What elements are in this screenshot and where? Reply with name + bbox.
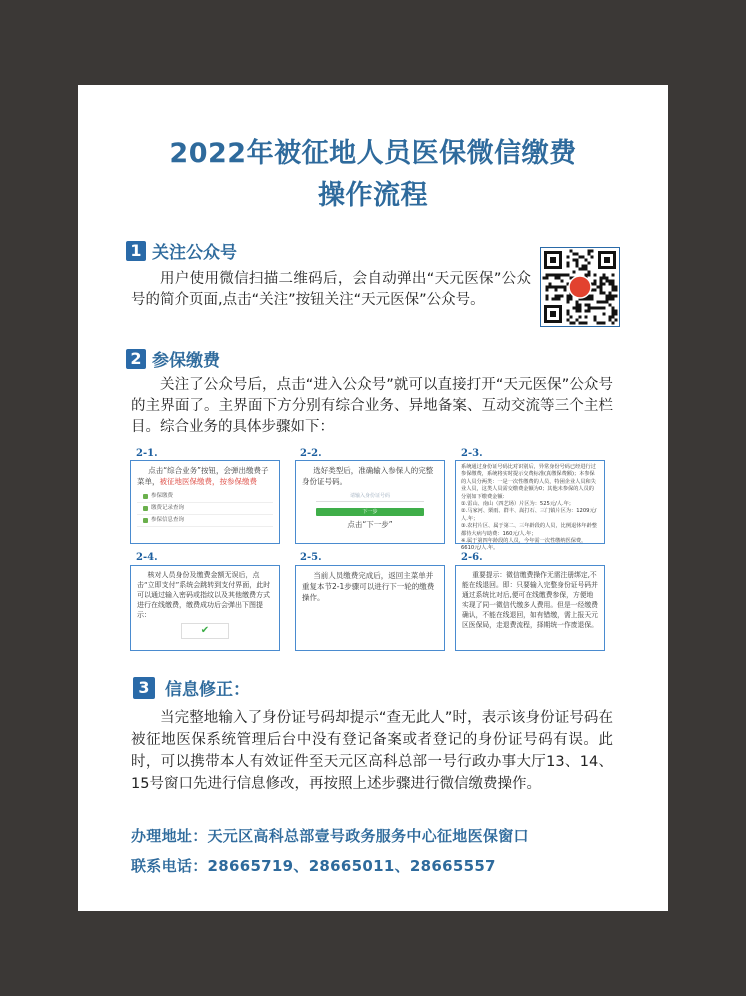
qr-module [561,295,564,298]
step-line: ③.农村片区、属于第二、三年龄段的人员，比例退休年龄整都待大病与助费：160元/人.年； [461,523,597,537]
qr-module [603,307,606,310]
qr-module [612,286,615,289]
qr-module [579,322,582,325]
qr-module [603,274,606,277]
step-line: 系统通过身份证号码比对识别后，异常身份号码已经进行过参保缴费，系统将实时提示交费标准(真缴保费额)；本参保的人员分两类：一是一次性缴费的人员，特困企业人员和失业人员，这类人员需交缴费金额为0；其他未参保的人员的分别如下缴费金额： [461,464,596,500]
qr-module [600,280,603,283]
qr-module [603,283,606,286]
qr-module [546,289,549,292]
qr-module [555,277,558,280]
success-dialog [181,623,229,639]
qr-module [585,322,588,325]
qr-module [594,283,597,286]
qr-module [567,295,570,298]
qr-module [543,277,546,280]
qr-module [558,295,561,298]
section-number-badge: 2 [126,349,146,369]
qr-module [594,289,597,292]
qr-module [606,295,609,298]
qr-module [591,250,594,253]
step-label: 2-5. [300,552,322,563]
qr-module [603,292,606,295]
step-label: 2-2. [300,448,322,459]
section-number-badge: 3 [133,677,155,699]
qr-module [591,295,594,298]
qr-module [567,274,570,277]
step-card-2-2 [295,460,445,544]
qr-module [588,250,591,253]
qr-module [600,277,603,280]
qr-module [579,304,582,307]
qr-module [612,274,615,277]
qr-module [600,289,603,292]
step-label: 2-1. [136,448,158,459]
qr-module [612,295,615,298]
qr-module [555,286,558,289]
qr-module [567,265,570,268]
qr-module [600,301,603,304]
contact-phone: 联系电话：28665719、28665011、28665557 [131,857,496,875]
qr-module [591,256,594,259]
step-text: 当前人员缴费完成后，返回主菜单并重复本节2-1步骤可以进行下一轮的缴费操作。 [302,571,435,602]
qr-module [570,322,573,325]
qr-module [561,280,564,283]
qr-module [603,313,606,316]
qr-module [546,286,549,289]
qr-module [564,286,567,289]
qr-module [615,313,618,316]
section-title: 关注公众号 [152,243,237,263]
qr-module [588,298,591,301]
qr-module [591,298,594,301]
qr-module [585,274,588,277]
qr-module [561,274,564,277]
qr-module [603,277,606,280]
qr-module [594,274,597,277]
qr-module [582,256,585,259]
qr-module [579,268,582,271]
qr-module [609,298,612,301]
qr-module [612,298,615,301]
qr-module [612,322,615,325]
qr-module [585,268,588,271]
step-text-highlight: 被征地医保缴费，按参保缴费 [159,477,257,486]
step-label: 2-6. [461,552,483,563]
qr-module [588,262,591,265]
qr-module [555,298,558,301]
qr-module [600,292,603,295]
qr-module [600,286,603,289]
menu-dot-icon [143,494,148,499]
step-text: 选好类型后，准确输入参保人的完整身份证号码。 [302,466,434,486]
qr-module [588,274,591,277]
qr-code-graphic [541,248,619,326]
qr-module [606,298,609,301]
form-hint: 请输入身份证号码 [316,491,424,502]
step-label: 2-3. [461,448,483,459]
qr-module [594,280,597,283]
menu-item: 缴费记录查询 [137,503,273,515]
qr-module [558,277,561,280]
step-label: 2-4. [136,552,158,563]
qr-module [594,316,597,319]
check-icon: ✔ [200,625,210,636]
qr-module [579,256,582,259]
qr-module [576,265,579,268]
qr-module [549,274,552,277]
qr-module [558,274,561,277]
step-line: ②.马家河、栗雨、群丰、嵩打石、三门镇片区为：1209元/人.年； [461,508,597,522]
qr-module [555,274,558,277]
qr-module [585,304,588,307]
qr-module [585,310,588,313]
qr-module [567,310,570,313]
qr-module [570,298,573,301]
office-address: 办理地址：天元区高科总部壹号政务服务中心征地医保窗口 [131,827,529,845]
qr-module [546,277,549,280]
qr-module [567,262,570,265]
qr-module [615,319,618,322]
step-line: ①.雷山、南山（四艺场）片区为：525元/人.年； [461,501,574,508]
qr-module [585,265,588,268]
qr-module [570,250,573,253]
qr-module [564,274,567,277]
qr-module [585,259,588,262]
qr-module [585,298,588,301]
qr-module [615,295,618,298]
qr-module [612,310,615,313]
qr-module [579,316,582,319]
page-title-line1: 2022年被征地人员医保微信缴费 [169,138,577,169]
qr-module [606,301,609,304]
qr-module [561,286,564,289]
qr-module [567,298,570,301]
step-card-2-6 [455,565,605,651]
section-2-heading [126,346,220,371]
qr-module [558,286,561,289]
qr-module [567,313,570,316]
qr-module [591,307,594,310]
qr-module [552,286,555,289]
qr-module [603,301,606,304]
section-3-body: 当完整地输入了身份证号码却提示“查无此人”时，表示该身份证号码在被征地医保系统管理后台中没有登记备案或者登记的身份证号码有误。此时，可以携带本人有效证件至天元区高科总部一号行政办事大厅13、14、15号窗口先进行信息修改，再按照上述步骤进行微信缴费操作。 [131,710,613,792]
qr-module [606,277,609,280]
qr-module [573,253,576,256]
section-title: 参保缴费 [152,351,220,371]
qr-module [552,274,555,277]
step-card-2-5 [295,565,445,651]
step-caption: 点击“下一步” [347,520,393,529]
qr-code [540,247,620,327]
qr-module [615,289,618,292]
qr-module [612,283,615,286]
qr-module [612,307,615,310]
qr-module [588,271,591,274]
qr-module [609,295,612,298]
qr-module [588,307,591,310]
qr-module [588,304,591,307]
section-number-badge: 1 [126,241,146,261]
step-text: 点击“综合业务”按钮，会弹出缴费子菜单， [137,466,269,486]
qr-module [582,268,585,271]
qr-module [615,286,618,289]
qr-module [573,271,576,274]
document-page [78,85,668,911]
qr-module [615,310,618,313]
step-card-2-4 [130,565,280,651]
qr-module [597,307,600,310]
step-card-2-3 [455,460,605,552]
menu-dot-icon [143,518,148,523]
qr-module [612,280,615,283]
step-text: 核对人员身份及缴费金额无误后，点击“立即支付”系统会跳转到支付界面，此时可以通过输入密码或指纹以及其他缴费方式进行在线缴费，缴费成功后会弹出下图提示： [137,571,271,619]
qr-module [555,295,558,298]
qr-module [576,304,579,307]
menu-item: 参保信息查询 [137,515,273,527]
qr-module [585,316,588,319]
qr-module [579,310,582,313]
qr-module [573,307,576,310]
qr-module [582,265,585,268]
qr-module [588,253,591,256]
qr-module [588,310,591,313]
qr-module [609,304,612,307]
menu-dot-icon [143,506,148,511]
next-button: 下一步 [316,508,424,516]
qr-module [570,316,573,319]
qr-module [567,319,570,322]
qr-module [609,283,612,286]
section-3-heading [133,675,250,700]
qr-module [549,286,552,289]
qr-module [603,322,606,325]
qr-module [576,307,579,310]
qr-module [558,298,561,301]
qr-module [579,307,582,310]
qr-module [552,298,555,301]
section-1-heading [126,238,237,263]
qr-module [555,289,558,292]
qr-module [609,292,612,295]
qr-module [597,322,600,325]
qr-module [549,283,552,286]
step-text: 重要提示：微信缴费操作无需注册绑定,不能在线退回。即：只要输入完整身份证号码并通过系统比对后,便可在线缴费参保，方便地实现了同一微信代缴多人费用。但是一经缴费确认，不能在线退回，如有错缴，需上报天元区医保局，走退费流程，择期统一作废退保。 [462,571,598,629]
qr-module [576,253,579,256]
qr-module [567,301,570,304]
qr-module [597,286,600,289]
qr-module [576,310,579,313]
qr-module [546,274,549,277]
qr-module [594,307,597,310]
menu-item: 参保缴费 [137,491,273,503]
qr-module [609,319,612,322]
section-2-body: 关注了公众号后，点击“进入公众号”就可以直接打开“天元医保”公众号的主界面了。主界面下方分别有综合业务、异地备案、互动交流等三个主栏目。综合业务的具体步骤如下： [131,377,613,435]
qr-module [546,298,549,301]
qr-module [612,316,615,319]
qr-module [576,259,579,262]
qr-module [594,319,597,322]
qr-module [582,322,585,325]
section-1-body: 用户使用微信扫描二维码后，会自动弹出“天元医保”公众号的简介页面,点击“关注”按钮关注“天元医保”公众号。 [131,271,531,308]
qr-module [567,256,570,259]
qr-module [576,319,579,322]
section-title: 信息修正： [165,680,250,700]
qr-module [609,316,612,319]
page-title-line2: 操作流程 [318,180,428,211]
qr-module [576,262,579,265]
qr-module [600,283,603,286]
qr-module [609,280,612,283]
qr-module [600,307,603,310]
qr-module [612,289,615,292]
qr-module [612,313,615,316]
qr-module [546,295,549,298]
qr-module [573,259,576,262]
qr-module [600,322,603,325]
qr-module [576,301,579,304]
step-line: ※.属于第四年龄段的人员，今年需一次性缴纳医保费，6610元/人.年。 [461,538,587,552]
qr-module [597,301,600,304]
step-card-2-1 [130,460,280,544]
qr-module [606,280,609,283]
qr-module [573,322,576,325]
qr-module [564,289,567,292]
